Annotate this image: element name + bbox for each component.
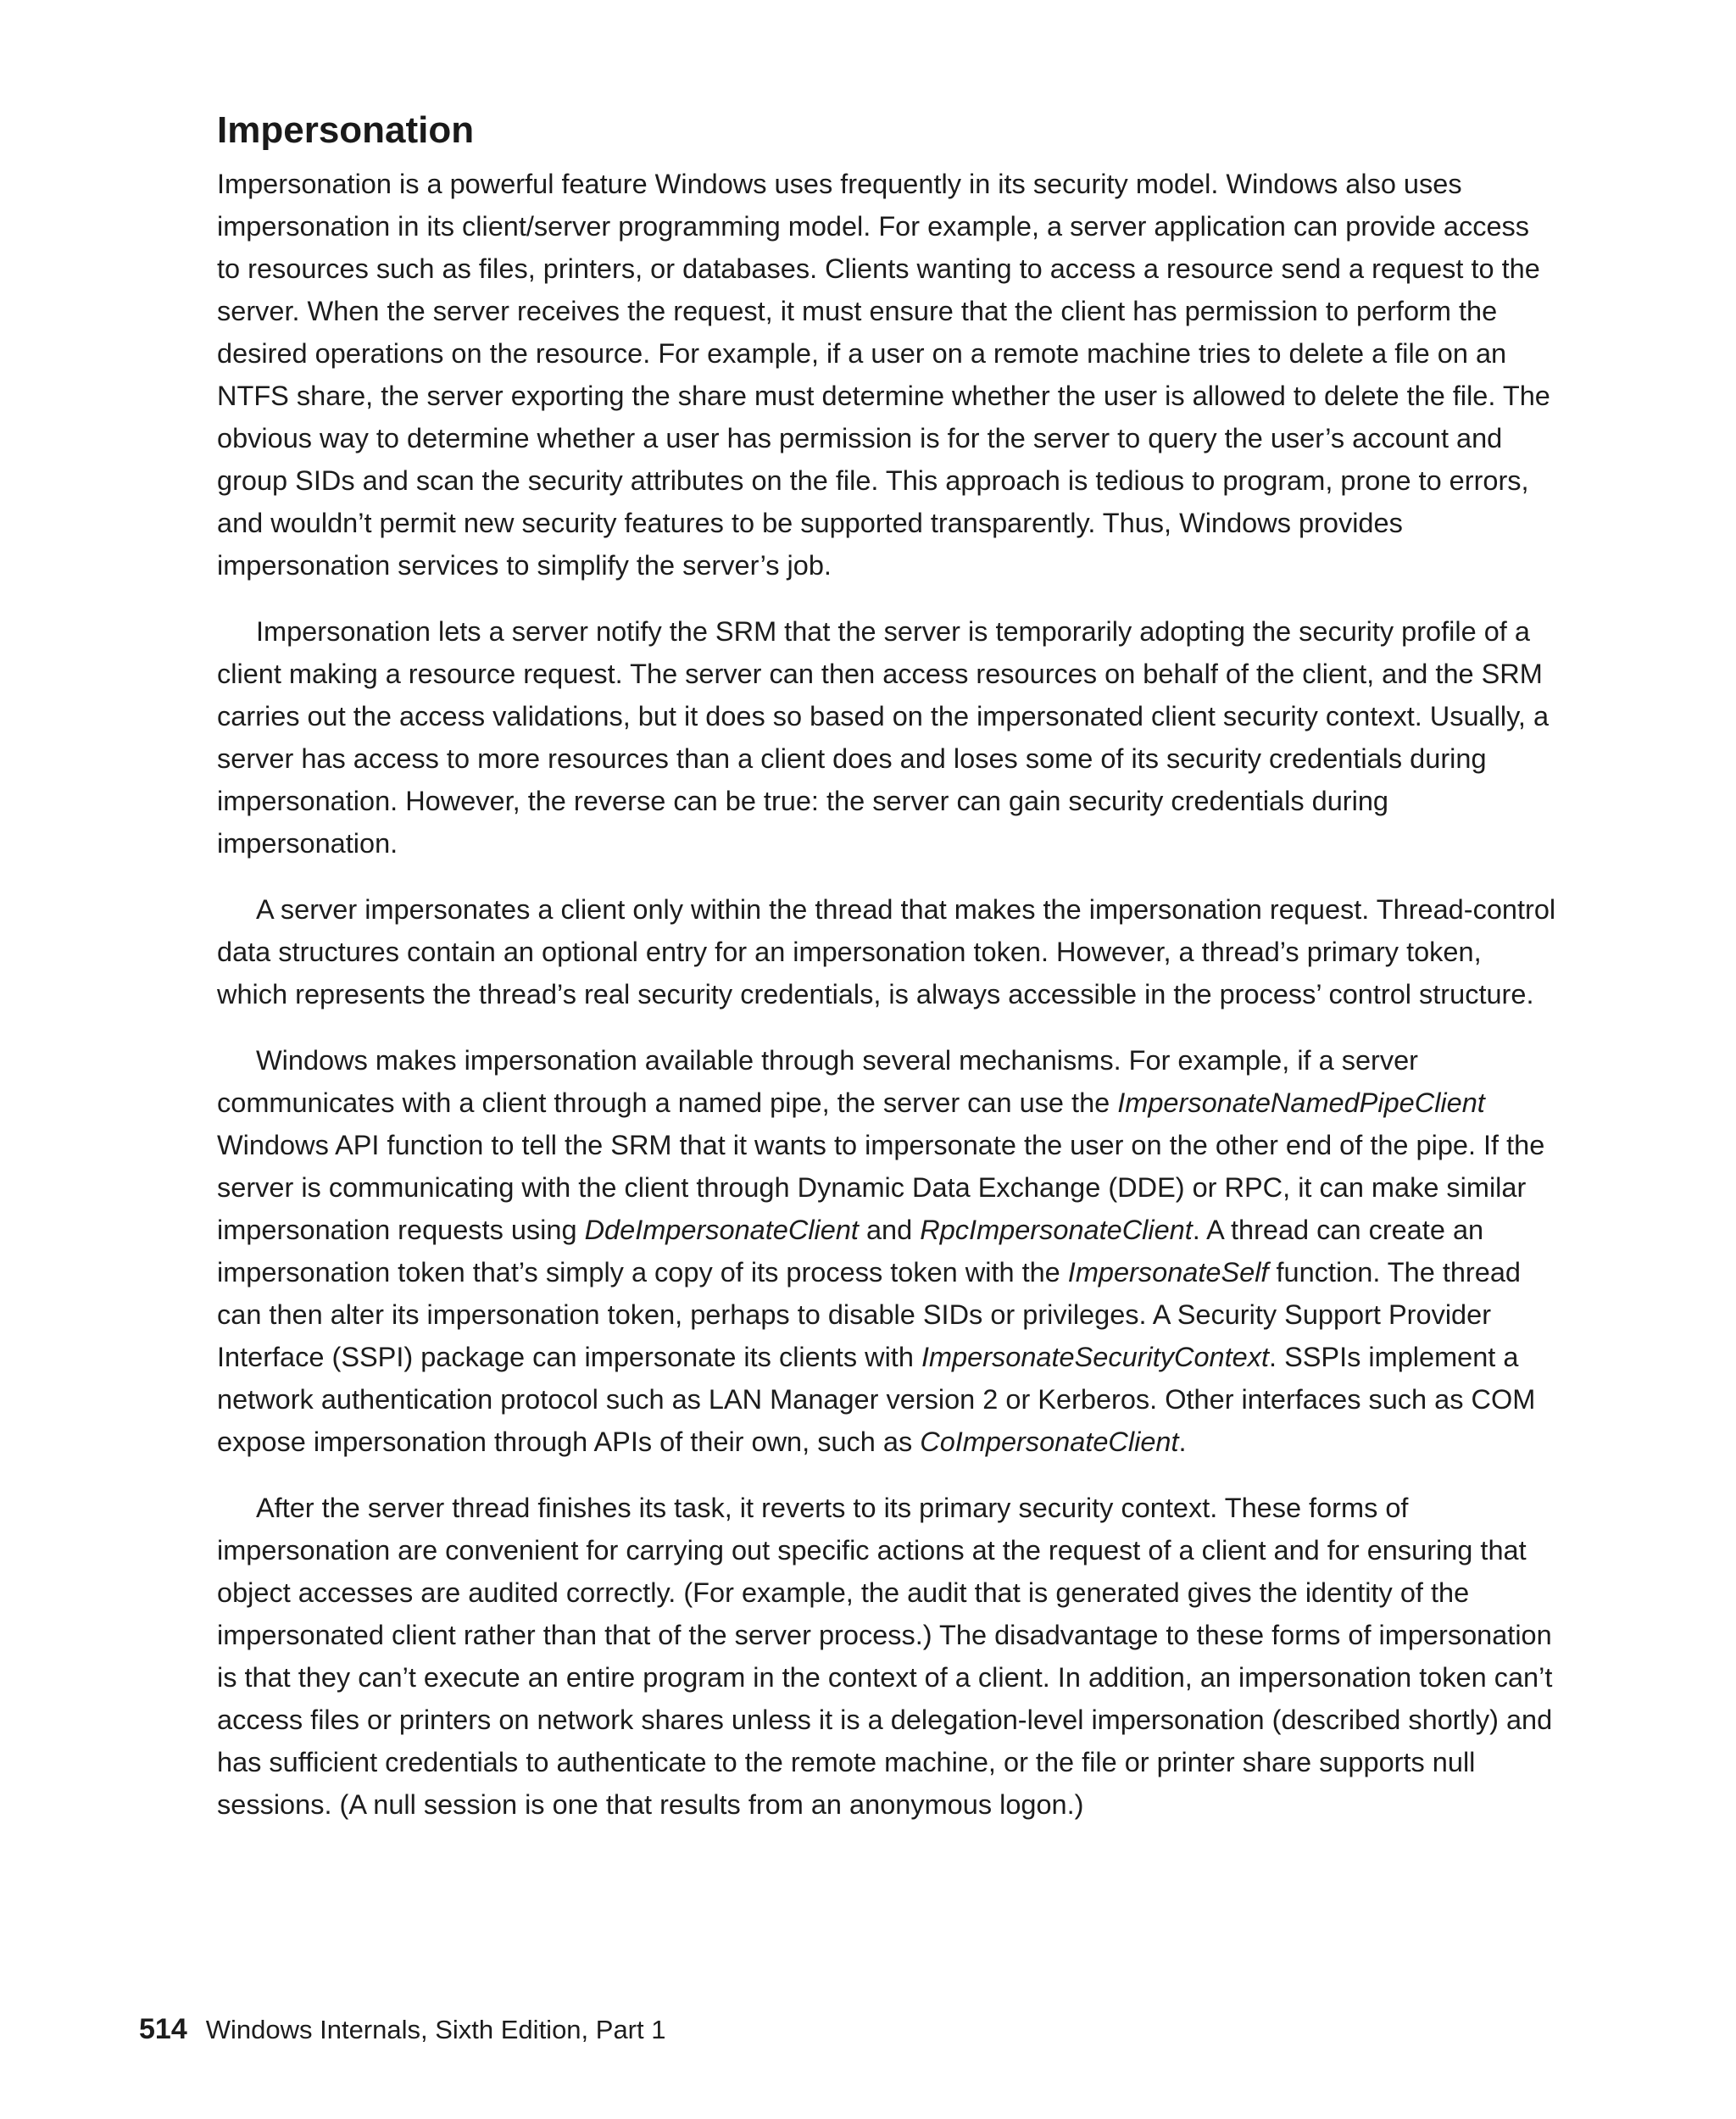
api-function-name: ImpersonateSecurityContext (921, 1342, 1270, 1372)
paragraph-1 (217, 163, 1556, 587)
paragraph-5 (217, 1487, 1556, 1826)
text-run: and (858, 1215, 921, 1245)
paragraph-4 (217, 1039, 1556, 1463)
text-run: . (1178, 1427, 1187, 1457)
text-run: . A thread can create an impersonation token that’s simply a copy of its process token with the (217, 1215, 1484, 1288)
text-run: After the server thread finishes its task, it reverts to its primary security context. These forms of impersonation are convenient for carrying out specific actions at the request of a client and for ensuring that object accesses are audited correctly. (For example, the audit that is generated gives the identity of the impersonated client rather than that of the server process.) The disadvantage to these forms of impersonation is that they can’t execute an entire program in the context of a client. In addition, an impersonation token can’t access files or printers on network shares unless it is a delegation-level impersonation (described shortly) and has sufficient credentials to authenticate to the remote machine, or the file or printer share supports null sessions. (A null session is one that results from an anonymous logon.) (217, 1493, 1553, 1820)
api-function-name: ImpersonateSelf (1067, 1257, 1269, 1288)
section-heading: Impersonation (217, 109, 475, 151)
text-run: Windows API function to tell the SRM that it wants to impersonate the user on the other end of the pipe. If the server is communicating with the client through Dynamic Data Exchange (DDE) or RPC, it can make similar impersonation requests using (217, 1130, 1545, 1245)
body-text (217, 163, 1556, 1826)
book-title: Windows Internals, Sixth Edition, Part 1 (205, 2015, 666, 2044)
api-function-name: ImpersonateNamedPipeClient (1117, 1087, 1485, 1118)
text-run: . SSPIs implement a network authentication protocol such as LAN Manager version 2 or Kerberos. Other interfaces such as COM expose impersonation through APIs of their own, such as (217, 1342, 1536, 1457)
api-function-name: DdeImpersonateClient (584, 1215, 859, 1245)
paragraph-3 (217, 888, 1556, 1015)
text-run: A server impersonates a client only within the thread that makes the impersonation request. Thread-control data structures contain an optional entry for an impersonation token. However, a thread’s primary token, which represents the thread’s real security credentials, is always accessible in the process’ control structure. (217, 894, 1556, 1009)
api-function-name: RpcImpersonateClient (920, 1215, 1193, 1245)
text-run: function. The thread can then alter its impersonation token, perhaps to disable SIDs or privileges. A Security Support Provider Interface (SSPI) package can impersonate its clients with (217, 1257, 1521, 1372)
text-run: Impersonation is a powerful feature Windows uses frequently in its security model. Windows also uses impersonation in its client/server programming model. For example, a server application can provide access to resources such as files, printers, or databases. Clients wanting to access a resource send a request to the server. When the server receives the request, it must ensure that the client has permission to perform the desired operations on the resource. For example, if a user on a remote machine tries to delete a file on an NTFS share, the server exporting the share must determine whether the user is allowed to delete the file. The obvious way to determine whether a user has permission is for the server to query the user’s account and group SIDs and scan the security attributes on the file. This approach is tedious to program, prone to errors, and wouldn’t permit new security features to be supported transparently. Thus, Windows provides impersonation services to simplify the server’s job. (217, 169, 1550, 581)
page-content (217, 105, 1556, 1826)
text-run: Impersonation lets a server notify the SRM that the server is temporarily adopting the security profile of a client making a resource request. The server can then access resources on behalf of the client, and the SRM carries out the access validations, but it does so based on the impersonated client security context. Usually, a server has access to more resources than a client does and loses some of its security credentials during impersonation. However, the reverse can be true: the server can gain security credentials during impersonation. (217, 616, 1550, 859)
text-run: Windows makes impersonation available through several mechanisms. For example, if a server communicates with a client through a named pipe, the server can use the (217, 1045, 1418, 1118)
paragraph-2 (217, 610, 1556, 865)
page-number: 514 (139, 2013, 187, 2045)
page-footer (139, 2011, 665, 2049)
api-function-name: CoImpersonateClient (920, 1427, 1179, 1457)
